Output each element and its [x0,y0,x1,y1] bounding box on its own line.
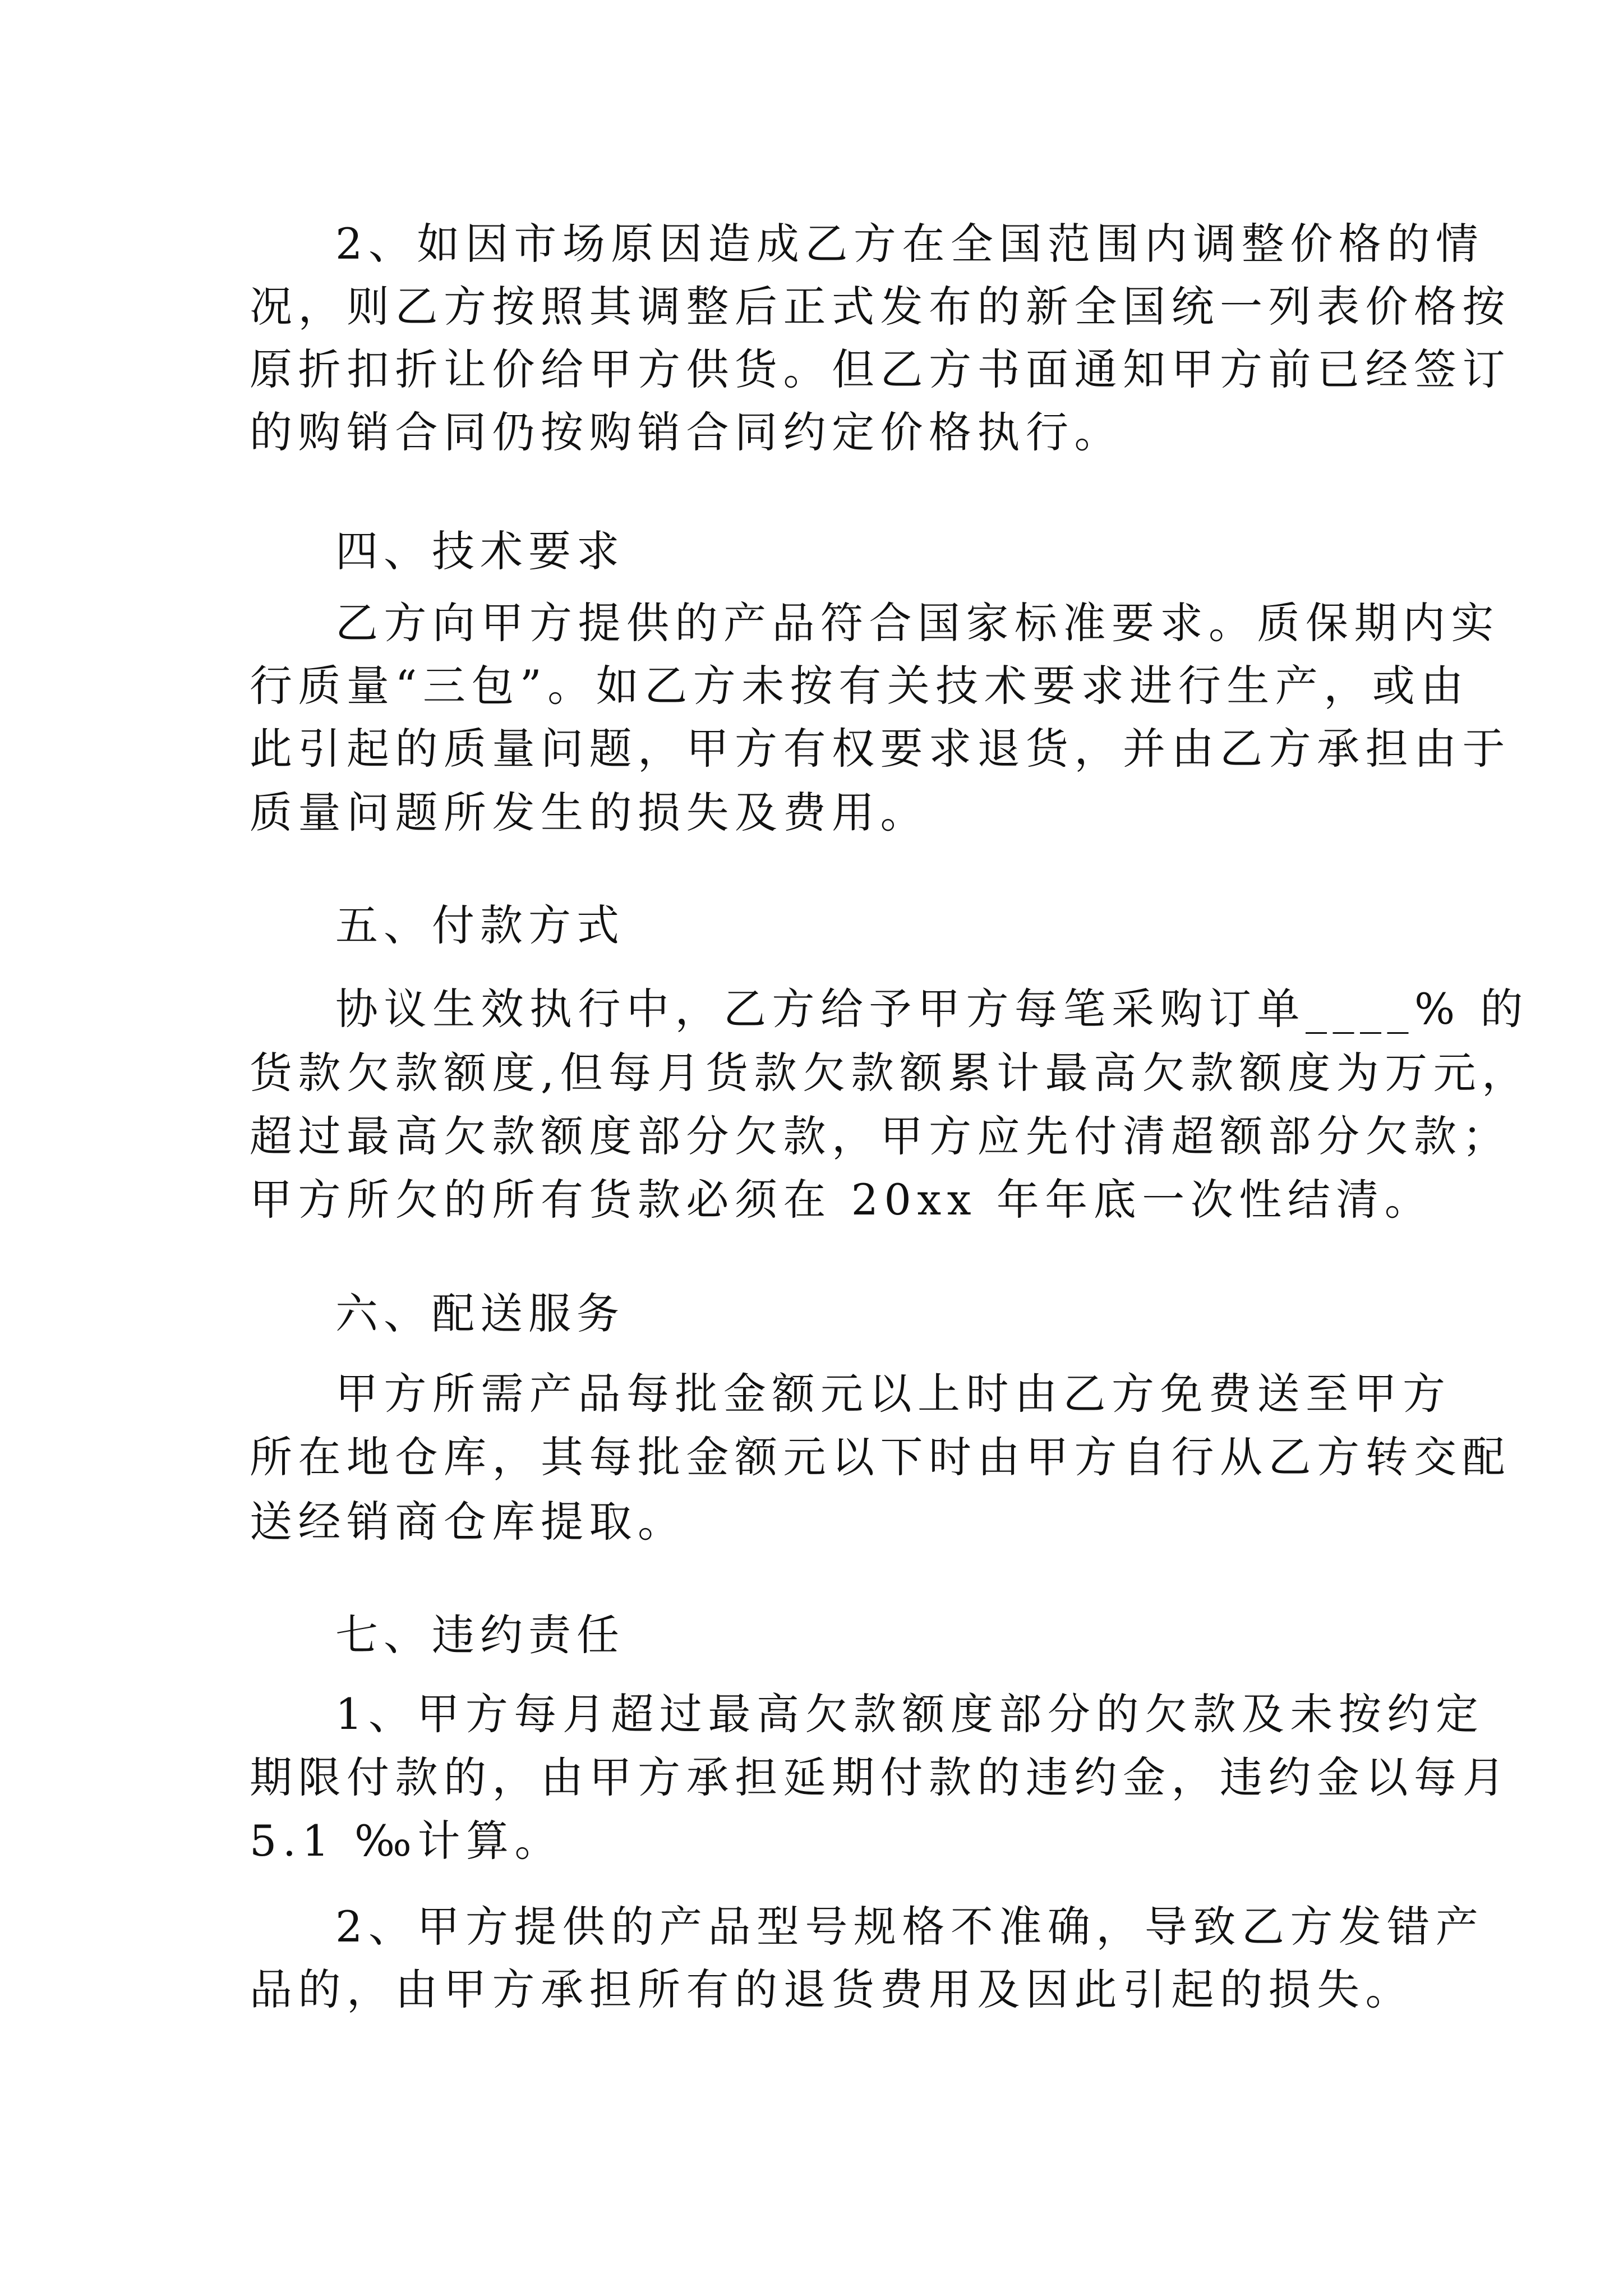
section-heading: 六、配送服务 [335,1289,625,1338]
paragraph-line: 质量问题所发生的损失及费用。 [250,788,929,838]
paragraph-line: 况，则乙方按照其调整后正式发布的新全国统一列表价格按 [250,282,1511,332]
paragraph-line: 1、甲方每月超过最高欠款额度部分的欠款及未按约定 [335,1689,1484,1739]
paragraph-line: 5.1 ‰计算。 [250,1816,563,1866]
paragraph-line: 乙方向甲方提供的产品符合国家标准要求。质保期内实 [335,598,1500,648]
paragraph-line: 2、甲方提供的产品型号规格不准确，导致乙方发错产 [335,1902,1484,1952]
paragraph-line: 甲方所需产品每批金额元以上时由乙方免费送至甲方 [335,1369,1451,1419]
section-heading: 七、违约责任 [335,1610,625,1660]
paragraph-line: 此引起的质量问题，甲方有权要求退货，并由乙方承担由于 [250,724,1511,774]
paragraph-line: 品的，由甲方承担所有的退货费用及因此引起的损失。 [250,1964,1414,2014]
paragraph-line: 原折扣折让价给甲方供货。但乙方书面通知甲方前已经签订 [250,344,1511,394]
paragraph-line: 甲方所欠的所有货款必须在 20xx 年年底一次性结清。 [250,1175,1433,1225]
paragraph-line: 送经销商仓库提取。 [250,1497,686,1547]
paragraph-line: 所在地仓库，其每批金额元以下时由甲方自行从乙方转交配 [250,1432,1511,1482]
paragraph-line: 行质量“三包”。如乙方未按有关技术要求进行生产，或由 [250,661,1469,711]
section-heading: 五、付款方式 [335,900,625,950]
paragraph-line: 货款欠款额度,但每月货款欠款额累计最高欠款额度为万元， [250,1048,1530,1098]
section-heading: 四、技术要求 [335,526,625,576]
paragraph-line: 协议生效执行中，乙方给予甲方每笔采购订单____% 的 [335,984,1529,1034]
paragraph-line: 期限付款的，由甲方承担延期付款的违约金，违约金以每月 [250,1752,1511,1802]
paragraph-line: 超过最高欠款额度部分欠款，甲方应先付清超额部分欠款； [250,1111,1511,1161]
paragraph-line: 的购销合同仍按购销合同约定价格执行。 [250,407,1123,457]
paragraph-line: 2、如因市场原因造成乙方在全国范围内调整价格的情 [335,219,1484,269]
